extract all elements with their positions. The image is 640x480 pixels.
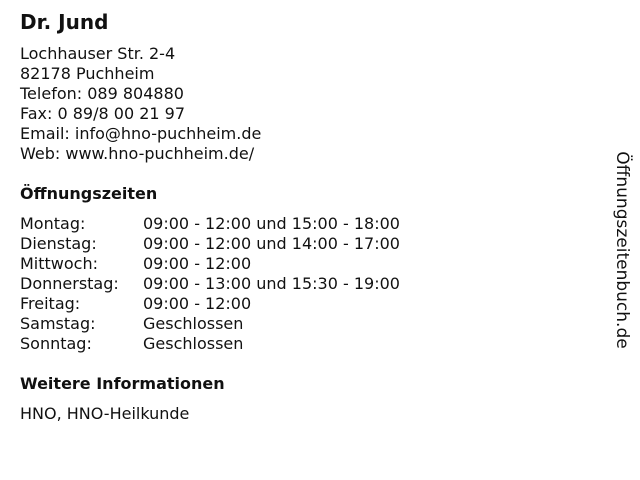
time-range: 09:00 - 13:00 und 15:30 - 19:00 — [143, 274, 400, 293]
time-range: Geschlossen — [143, 334, 244, 353]
more-info-heading: Weitere Informationen — [20, 374, 225, 393]
brand-watermark: Öffnungszeitenbuch.de — [612, 151, 632, 349]
time-range: 09:00 - 12:00 — [143, 294, 252, 313]
day-label: Donnerstag: — [20, 274, 119, 293]
day-label: Montag: — [20, 214, 86, 233]
hours-row-sunday — [20, 334, 400, 354]
hours-row-saturday — [20, 314, 400, 334]
city-postal: 82178 Puchheim — [20, 64, 155, 83]
hours-row-monday — [20, 214, 400, 234]
day-label: Samstag: — [20, 314, 96, 333]
website-address: Web: www.hno-puchheim.de/ — [20, 144, 255, 163]
contact-block — [20, 44, 261, 164]
specialty-text: HNO, HNO-Heilkunde — [20, 404, 190, 423]
time-range: Geschlossen — [143, 314, 244, 333]
practice-name: Dr. Jund — [20, 10, 109, 34]
time-range: 09:00 - 12:00 und 15:00 - 18:00 — [143, 214, 400, 233]
time-range: 09:00 - 12:00 und 14:00 - 17:00 — [143, 234, 400, 253]
street-address: Lochhauser Str. 2-4 — [20, 44, 176, 63]
time-range: 09:00 - 12:00 — [143, 254, 252, 273]
hours-row-friday — [20, 294, 400, 314]
fax-number: Fax: 0 89/8 00 21 97 — [20, 104, 186, 123]
opening-hours-table — [20, 214, 400, 354]
hours-row-tuesday — [20, 234, 400, 254]
day-label: Dienstag: — [20, 234, 97, 253]
hours-row-wednesday — [20, 254, 400, 274]
phone-number: Telefon: 089 804880 — [20, 84, 184, 103]
hours-row-thursday — [20, 274, 400, 294]
day-label: Freitag: — [20, 294, 81, 313]
day-label: Sonntag: — [20, 334, 92, 353]
day-label: Mittwoch: — [20, 254, 98, 273]
email-address: Email: info@hno-puchheim.de — [20, 124, 262, 143]
opening-hours-heading: Öffnungszeiten — [20, 184, 158, 203]
